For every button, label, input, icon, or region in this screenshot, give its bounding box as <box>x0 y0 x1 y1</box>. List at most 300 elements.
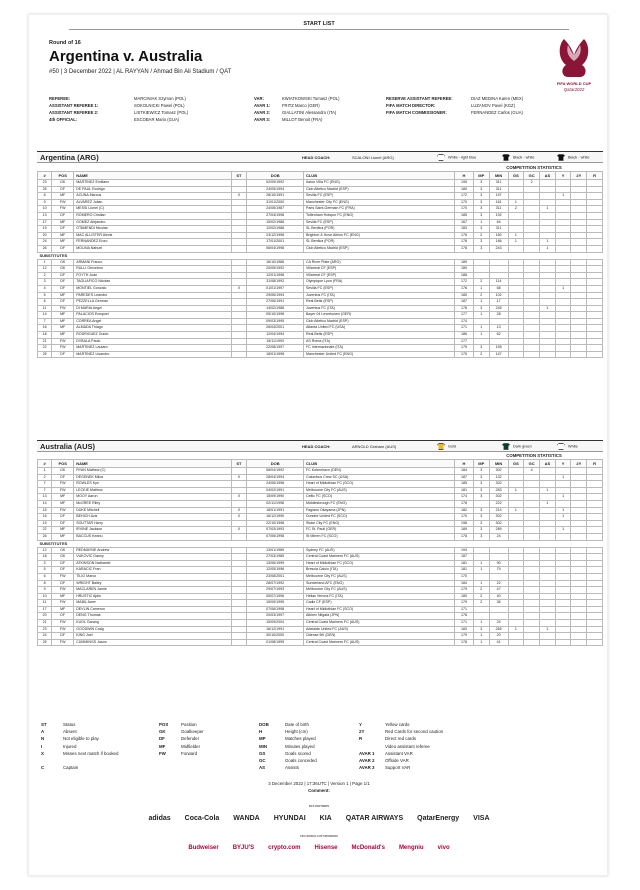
legend-key: H <box>259 729 263 735</box>
player-cell <box>555 232 571 239</box>
player-cell <box>524 219 540 226</box>
player-row[interactable] <box>38 639 603 646</box>
player-row[interactable] <box>38 186 603 193</box>
player-cell <box>524 474 540 481</box>
player-cell: TILIO Marco <box>74 573 231 580</box>
player-row[interactable] <box>38 487 603 494</box>
player-row[interactable] <box>38 239 603 246</box>
player-cell: 04/02/1991 <box>247 487 304 494</box>
player-cell <box>524 620 540 627</box>
player-cell: 2 <box>38 272 52 279</box>
player-cell: 1 <box>555 193 571 200</box>
player-cell <box>231 554 247 561</box>
player-cell <box>571 639 587 646</box>
substitutes-row <box>38 252 603 259</box>
player-cell <box>524 500 540 507</box>
player-row[interactable] <box>38 560 603 567</box>
player-cell: X <box>231 494 247 501</box>
player-cell: 3 <box>473 345 489 352</box>
player-row[interactable] <box>38 312 603 319</box>
player-cell <box>231 600 247 607</box>
player-cell: 26 <box>38 186 52 193</box>
legend-key: GS <box>259 750 266 756</box>
player-cell: FC Internazionale (ITA) <box>303 345 454 352</box>
player-row[interactable] <box>38 527 603 534</box>
player-cell: Bayer 04 Leverkusen (GER) <box>303 312 454 319</box>
official-row <box>254 95 340 102</box>
player-cell: 311 <box>489 226 508 233</box>
head-coach-label: HEAD COACH: <box>302 444 331 449</box>
player-cell <box>555 259 571 266</box>
sponsor-logo: Hisense <box>314 845 338 851</box>
player-cell: 14 <box>38 500 52 507</box>
player-cell: X <box>231 507 247 514</box>
player-cell: MF <box>52 232 74 239</box>
player-row[interactable] <box>38 279 603 286</box>
player-cell <box>555 292 571 299</box>
player-row[interactable] <box>38 468 603 475</box>
player-cell <box>231 468 247 475</box>
player-row[interactable] <box>38 338 603 345</box>
player-cell: 175 <box>455 351 474 358</box>
player-cell: Central Coast Mariners FC (AUS) <box>303 620 454 627</box>
player-cell: DF <box>52 226 74 233</box>
player-cell <box>540 573 556 580</box>
player-row[interactable] <box>38 573 603 580</box>
player-cell: 184 <box>455 580 474 587</box>
player-cell: 177 <box>455 338 474 345</box>
player-row[interactable] <box>38 606 603 613</box>
player-cell: 6 <box>38 299 52 306</box>
player-cell: DF <box>52 514 74 521</box>
player-cell <box>555 520 571 527</box>
player-cell: 1 <box>555 507 571 514</box>
official-role: FIFA MATCH DIRECTOR: <box>386 103 436 108</box>
player-cell <box>508 226 524 233</box>
player-cell <box>587 600 603 607</box>
player-cell: 7 <box>38 318 52 325</box>
legend-value: Goalkeeper <box>181 729 204 735</box>
player-cell <box>587 527 603 534</box>
player-cell <box>571 186 587 193</box>
official-name: MARCINIAK Szymon (POL) <box>134 96 186 101</box>
official-name: LUZANOV Pavel (KGZ) <box>471 103 515 108</box>
player-cell <box>571 547 587 554</box>
player-cell: ROWLES Kye <box>74 481 231 488</box>
player-cell: 265 <box>489 626 508 633</box>
player-cell: Real Betis (ESP) <box>303 299 454 306</box>
legend-key: MF <box>159 743 166 749</box>
player-cell: 1 <box>473 639 489 646</box>
column-header: H <box>455 460 474 468</box>
player-cell <box>555 633 571 640</box>
player-row[interactable] <box>38 292 603 299</box>
legend-item <box>41 735 118 742</box>
player-cell: 175 <box>455 345 474 352</box>
player-cell: Central Coast Mariners FC (AUS) <box>303 639 454 646</box>
player-row[interactable] <box>38 626 603 633</box>
player-cell <box>231 292 247 299</box>
player-row[interactable] <box>38 620 603 627</box>
legend-item <box>359 728 443 735</box>
legend-value: Assists <box>285 765 299 771</box>
partners-logos <box>29 815 609 822</box>
player-cell <box>508 318 524 325</box>
player-cell: 28 <box>489 312 508 319</box>
player-cell <box>555 481 571 488</box>
player-cell <box>508 305 524 312</box>
player-row[interactable] <box>38 318 603 325</box>
legend-col-position <box>159 721 204 757</box>
player-cell: FW <box>52 639 74 646</box>
player-cell <box>524 593 540 600</box>
player-cell: 170 <box>455 206 474 213</box>
player-cell: 21 <box>38 338 52 345</box>
player-row[interactable] <box>38 613 603 620</box>
player-cell: 3 <box>473 474 489 481</box>
player-cell: SL Benfica (POR) <box>303 239 454 246</box>
player-cell <box>231 212 247 219</box>
player-cell: 12/01/1998 <box>247 272 304 279</box>
player-cell <box>524 292 540 299</box>
player-row[interactable] <box>38 325 603 332</box>
player-cell <box>571 620 587 627</box>
player-cell <box>571 560 587 567</box>
official-row <box>49 95 188 102</box>
player-row[interactable] <box>38 554 603 561</box>
player-cell: 172 <box>455 279 474 286</box>
player-cell: 3 <box>473 212 489 219</box>
player-cell: 31/08/1992 <box>247 279 304 286</box>
player-cell: 178 <box>455 239 474 246</box>
player-cell: DF <box>52 567 74 574</box>
player-row[interactable] <box>38 593 603 600</box>
player-cell: 01/08/1995 <box>247 639 304 646</box>
player-cell: 311 <box>489 186 508 193</box>
player-cell <box>231 633 247 640</box>
legend-col-status <box>41 721 118 771</box>
match-subtitle: #50 | 3 December 2022 | AL RAYYAN / Ahmad Bin Ali Stadium / QAT <box>49 69 232 75</box>
column-header: H <box>455 172 474 180</box>
official-row <box>49 116 188 123</box>
legend-value: Height (cm) <box>285 729 308 735</box>
player-row[interactable] <box>38 481 603 488</box>
player-cell: 12/05/1996 <box>247 567 304 574</box>
column-header: MIN <box>489 172 508 180</box>
kit-label: Black - white <box>513 155 535 160</box>
player-cell: Melbourne City FC (AUS) <box>303 487 454 494</box>
player-cell: 11 <box>38 600 52 607</box>
player-cell: 1 <box>555 527 571 534</box>
player-cell <box>587 494 603 501</box>
player-cell: 3 <box>473 494 489 501</box>
player-cell <box>540 533 556 540</box>
player-cell <box>540 527 556 534</box>
player-cell: 3 <box>473 533 489 540</box>
player-cell: KARACIC Fran <box>74 567 231 574</box>
player-cell: 12/02/1988 <box>247 226 304 233</box>
player-cell: 180 <box>455 292 474 299</box>
player-cell: 1 <box>473 219 489 226</box>
player-cell <box>555 305 571 312</box>
player-cell <box>508 312 524 319</box>
player-cell <box>540 259 556 266</box>
player-cell <box>555 587 571 594</box>
column-header: MIN <box>489 460 508 468</box>
player-cell: TAGLIAFICO Nicolas <box>74 279 231 286</box>
player-cell: 29/06/1994 <box>247 292 304 299</box>
player-cell: MESSI Lionel (C) <box>74 206 231 213</box>
player-cell: 40 <box>489 593 508 600</box>
player-cell: PALACIOS Exequiel <box>74 312 231 319</box>
player-cell <box>587 474 603 481</box>
player-cell: 183 <box>455 226 474 233</box>
player-cell: MF <box>52 239 74 246</box>
player-cell <box>524 639 540 646</box>
player-row[interactable] <box>38 193 603 200</box>
head-coach-name: ARNOLD Graham (AUS) <box>352 444 397 449</box>
player-cell: ACUNA Marcos <box>74 193 231 200</box>
player-cell: 177 <box>455 312 474 319</box>
player-row[interactable] <box>38 332 603 339</box>
player-cell: X <box>231 285 247 292</box>
player-cell <box>524 239 540 246</box>
player-cell <box>587 573 603 580</box>
player-cell: 29/07/1993 <box>247 587 304 594</box>
player-row[interactable] <box>38 351 603 358</box>
player-cell: 3 <box>473 514 489 521</box>
player-cell: 12 <box>38 266 52 273</box>
player-cell <box>508 266 524 273</box>
player-row[interactable] <box>38 520 603 527</box>
player-cell <box>587 606 603 613</box>
player-cell <box>540 560 556 567</box>
player-cell: 6 <box>38 573 52 580</box>
player-cell <box>540 600 556 607</box>
player-cell: Brescia Calcio (ITA) <box>303 567 454 574</box>
player-cell: 10 <box>38 593 52 600</box>
player-cell: 1 <box>540 206 556 213</box>
player-cell <box>231 351 247 358</box>
player-cell <box>508 219 524 226</box>
player-cell: DF <box>52 272 74 279</box>
player-cell <box>489 272 508 279</box>
player-cell: 302 <box>489 481 508 488</box>
player-cell <box>524 186 540 193</box>
player-cell: DYBALA Paulo <box>74 338 231 345</box>
player-cell: 17/01/2001 <box>247 239 304 246</box>
player-row[interactable] <box>38 567 603 574</box>
official-role: AVAR 2: <box>254 110 271 115</box>
team-name: Australia (AUS) <box>40 442 96 451</box>
player-cell: 17 <box>38 606 52 613</box>
player-cell <box>555 338 571 345</box>
player-row[interactable] <box>38 266 603 273</box>
player-row[interactable] <box>38 633 603 640</box>
player-cell: GK <box>52 259 74 266</box>
player-cell: 2 <box>473 593 489 600</box>
player-cell: 3 <box>473 186 489 193</box>
player-cell: 1 <box>540 305 556 312</box>
player-cell: DF <box>52 285 74 292</box>
player-cell: 2 <box>473 600 489 607</box>
player-cell <box>571 318 587 325</box>
player-cell <box>571 527 587 534</box>
column-header: MP <box>473 172 489 180</box>
player-cell: 22/10/1998 <box>247 520 304 527</box>
player-cell: MF <box>52 606 74 613</box>
player-cell <box>540 468 556 475</box>
player-row[interactable] <box>38 245 603 252</box>
player-cell <box>231 639 247 646</box>
legend-key: A <box>41 729 45 735</box>
footer-line: 3 December 2022 | 17:36UTC | Version 1 | Page 1/1 <box>268 781 370 786</box>
kit-2 <box>502 154 535 161</box>
legend-value: Position <box>181 722 197 727</box>
player-row[interactable] <box>38 587 603 594</box>
player-cell: GK <box>52 554 74 561</box>
official-role: VAR: <box>254 96 264 101</box>
player-cell: Brighton & Hove Albion FC (ENG) <box>303 232 454 239</box>
player-row[interactable] <box>38 199 603 206</box>
player-cell: 166 <box>489 239 508 246</box>
player-cell: 161 <box>489 199 508 206</box>
legend-value: Video assistant referee <box>385 743 430 749</box>
player-cell: 3 <box>473 520 489 527</box>
player-cell <box>555 580 571 587</box>
player-cell <box>489 259 508 266</box>
column-header: ST <box>231 172 247 180</box>
player-cell: 22 <box>38 527 52 534</box>
player-cell <box>508 245 524 252</box>
player-cell: X <box>231 474 247 481</box>
official-row <box>386 109 523 116</box>
player-row[interactable] <box>38 212 603 219</box>
player-row[interactable] <box>38 547 603 554</box>
player-cell <box>508 600 524 607</box>
player-row[interactable] <box>38 514 603 521</box>
player-cell <box>231 318 247 325</box>
player-row[interactable] <box>38 180 603 187</box>
player-cell <box>524 199 540 206</box>
player-cell <box>571 587 587 594</box>
official-row <box>386 95 523 102</box>
player-cell <box>524 547 540 554</box>
official-name: FERNANDEZ Carlos (GUA) <box>471 110 523 115</box>
player-cell: Celtic FC (SCO) <box>303 494 454 501</box>
player-row[interactable] <box>38 533 603 540</box>
player-cell <box>524 533 540 540</box>
player-cell <box>571 554 587 561</box>
player-row[interactable] <box>38 600 603 607</box>
player-row[interactable] <box>38 219 603 226</box>
player-cell: 41 <box>489 639 508 646</box>
column-header: POS <box>52 172 74 180</box>
player-cell: 79 <box>489 567 508 574</box>
column-header: GS <box>508 460 524 468</box>
player-row[interactable] <box>38 272 603 279</box>
legend-item <box>359 721 443 728</box>
player-cell: 26 <box>38 245 52 252</box>
legend-item <box>259 743 317 750</box>
player-cell: 24 <box>489 533 508 540</box>
legend-value: Defender <box>181 736 200 742</box>
player-cell: FW <box>52 199 74 206</box>
footer-comment: Comment: <box>308 788 330 793</box>
player-cell <box>587 633 603 640</box>
player-cell <box>508 272 524 279</box>
player-table <box>37 459 603 646</box>
legend-key: MP <box>259 736 266 742</box>
player-row[interactable] <box>38 285 603 292</box>
player-cell <box>231 279 247 286</box>
official-role: REFEREE: <box>49 96 71 101</box>
player-cell <box>473 318 489 325</box>
player-cell: DF <box>52 520 74 527</box>
player-cell <box>540 567 556 574</box>
player-cell <box>571 193 587 200</box>
player-cell: 13/06/1999 <box>247 560 304 567</box>
player-cell <box>555 554 571 561</box>
player-cell: 08/04/1992 <box>247 468 304 475</box>
legend-value: Support VAR <box>385 765 411 771</box>
player-cell <box>508 560 524 567</box>
player-cell <box>231 487 247 494</box>
player-cell: 245 <box>489 305 508 312</box>
player-cell: 3 <box>473 245 489 252</box>
player-cell: DUKE Mitchell <box>74 507 231 514</box>
player-cell <box>555 345 571 352</box>
player-cell <box>524 633 540 640</box>
player-cell: 181 <box>455 560 474 567</box>
player-row[interactable] <box>38 206 603 213</box>
player-cell <box>524 285 540 292</box>
player-row[interactable] <box>38 500 603 507</box>
player-cell: 174 <box>455 494 474 501</box>
player-cell: 12/04/1994 <box>247 332 304 339</box>
player-cell <box>489 338 508 345</box>
player-row[interactable] <box>38 259 603 266</box>
player-cell: 180 <box>455 593 474 600</box>
player-cell: 180 <box>455 186 474 193</box>
kit-label: White - light blue <box>448 155 477 160</box>
legend-value: Injured <box>63 743 77 749</box>
player-cell: 2 <box>473 232 489 239</box>
start-list-heading: START LIST <box>69 21 569 30</box>
player-row[interactable] <box>38 494 603 501</box>
kit-2 <box>502 443 532 450</box>
player-row[interactable] <box>38 299 603 306</box>
player-cell: 20/03/1997 <box>247 613 304 620</box>
player-cell: 189 <box>455 259 474 266</box>
legend-key: C <box>41 765 45 771</box>
player-row[interactable] <box>38 507 603 514</box>
player-cell <box>524 567 540 574</box>
player-row[interactable] <box>38 226 603 233</box>
player-cell <box>587 232 603 239</box>
player-cell: 302 <box>489 520 508 527</box>
player-cell: RODRIGUEZ Guido <box>74 332 231 339</box>
player-cell: MAC ALLISTER Alexis <box>74 232 231 239</box>
player-row[interactable] <box>38 305 603 312</box>
player-row[interactable] <box>38 345 603 352</box>
player-row[interactable] <box>38 474 603 481</box>
player-cell <box>489 318 508 325</box>
player-row[interactable] <box>38 580 603 587</box>
player-cell <box>555 606 571 613</box>
player-cell <box>555 639 571 646</box>
player-row[interactable] <box>38 232 603 239</box>
